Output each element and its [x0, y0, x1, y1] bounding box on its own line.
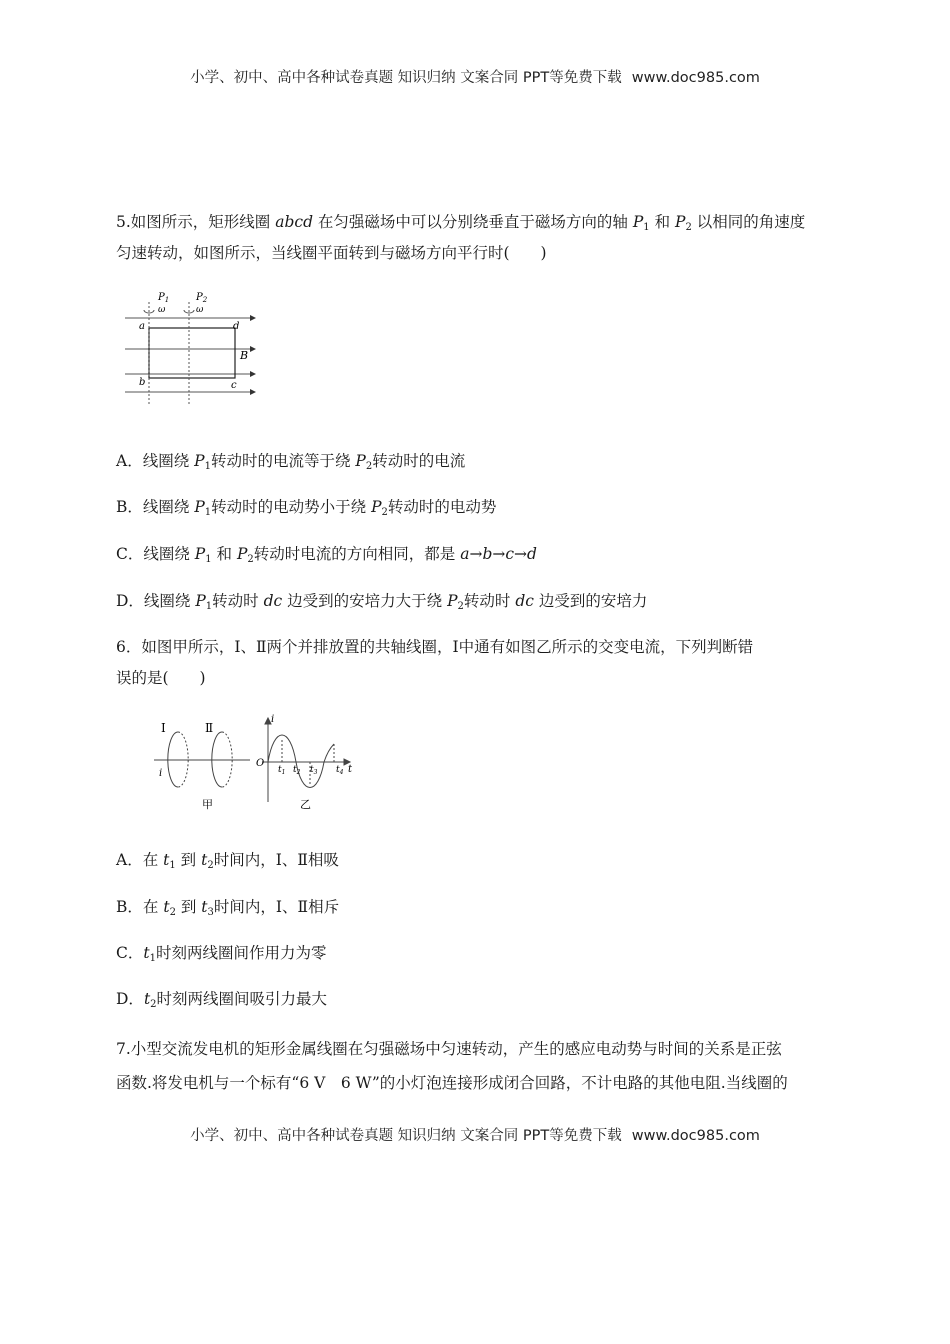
fig-t4-label: $t_4$	[336, 765, 344, 776]
fig-origin-label: O	[256, 758, 265, 769]
q5-stem-line1: 5.如图所示，矩形线圈 abcd 在匀强磁场中可以分别绕垂直于磁场方向的轴 $P_1$ 和 $P_2$ 以相同的角速度	[116, 213, 806, 233]
q7-stem-line2: 函数.将发电机与一个标有“6 V 6 W”的小灯泡连接形成闭合回路，不计电路的其他电阻.当线圈的	[116, 1074, 788, 1092]
q6-option-a: A．在 $t_1$ 到 $t_2$时间内，Ⅰ、Ⅱ相吸	[116, 851, 339, 871]
fig-label-a: a	[139, 321, 145, 332]
q5-option-c: C．线圈绕 $P_1$ 和 $P_2$转动时电流的方向相同，都是 a→b→c→d	[116, 545, 537, 565]
q6-option-c: C．$t_1$时刻两线圈间作用力为零	[116, 944, 327, 964]
footer-url[interactable]: www.doc985.com	[631, 1128, 760, 1144]
fig-axis-t-label: t	[348, 764, 353, 775]
fig-t2-label: $t_2$	[293, 765, 301, 776]
fig-label-p2: $P_2$	[196, 292, 208, 304]
fig-label-omega-2: ω	[196, 305, 204, 315]
q5-figure-coil-in-field	[120, 288, 260, 406]
q5-stem-line2: 匀速转动，如图所示，当线圈平面转到与磁场方向平行时( )	[116, 244, 547, 262]
fig-label-omega-1: ω	[158, 305, 166, 315]
q5-option-d: D．线圈绕 $P_1$转动时 dc 边受到的安培力大于绕 $P_2$转动时 dc 边受到的安培力	[116, 592, 648, 612]
fig-yi-caption: 乙	[300, 798, 311, 811]
footer-text: 小学、初中、高中各种试卷真题 知识归纳 文案合同 PPT等免费下载	[190, 1128, 622, 1144]
page-header	[0, 66, 950, 87]
fig-label-p1: $P_1$	[158, 292, 170, 304]
fig-label-B: B	[240, 349, 249, 362]
header-text: 小学、初中、高中各种试卷真题 知识归纳 文案合同 PPT等免费下载	[190, 70, 622, 86]
fig-coil-I-label: Ⅰ	[161, 721, 166, 735]
q6-stem-line2: 误的是( )	[116, 669, 206, 687]
fig-coil-II-label: Ⅱ	[205, 721, 214, 735]
fig-label-b: b	[139, 377, 146, 388]
q6-option-d: D．$t_2$时刻两线圈间吸引力最大	[116, 990, 328, 1010]
q5-option-a: A．线圈绕 $P_1$转动时的电流等于绕 $P_2$转动时的电流	[116, 452, 466, 472]
fig-jia-caption: 甲	[202, 798, 213, 811]
page-footer	[0, 1124, 950, 1145]
header-url[interactable]: www.doc985.com	[631, 70, 760, 86]
q6-figure-coils-and-current	[150, 710, 365, 815]
fig-label-c: c	[231, 380, 237, 391]
q6-option-b: B．在 $t_2$ 到 $t_3$时间内，Ⅰ、Ⅱ相斥	[116, 898, 340, 918]
fig-axis-i-label: i	[271, 714, 275, 725]
fig-label-d: d	[233, 321, 240, 332]
fig-t1-label: $t_1$	[278, 765, 286, 776]
fig-t3-label: $t_3$	[310, 765, 318, 776]
q5-option-b: B．线圈绕 $P_1$转动时的电动势小于绕 $P_2$转动时的电动势	[116, 498, 497, 518]
q6-stem-line1: 6．如图甲所示，Ⅰ、Ⅱ两个并排放置的共轴线圈，Ⅰ中通有如图乙所示的交变电流，下列判断错	[116, 638, 754, 656]
fig-current-i-label: i	[159, 768, 163, 779]
q7-stem-line1: 7.小型交流发电机的矩形金属线圈在匀强磁场中匀速转动，产生的感应电动势与时间的关系是正弦	[116, 1040, 782, 1058]
